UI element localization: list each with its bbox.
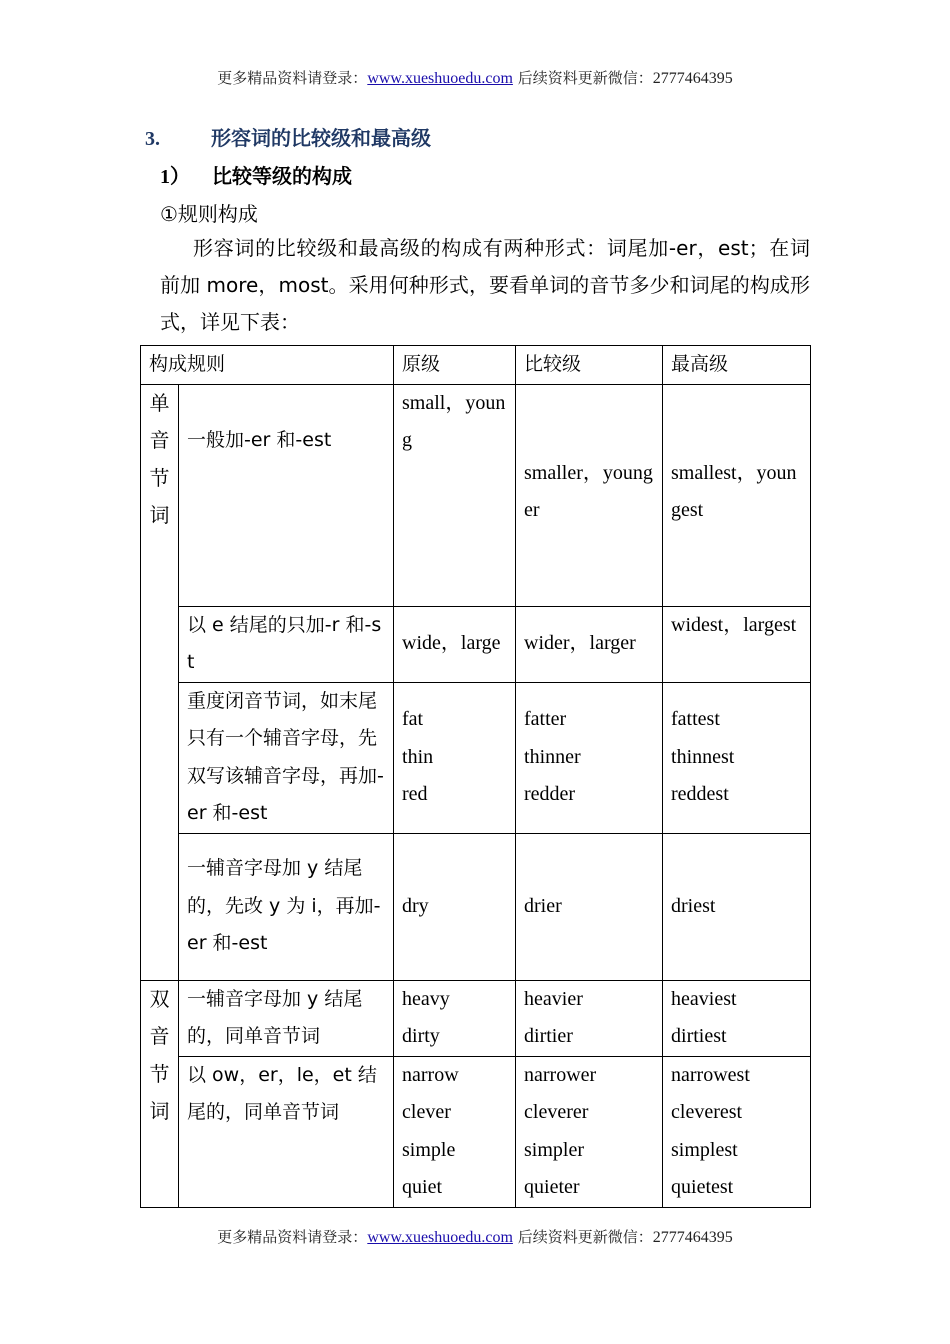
comparative-cell: smaller，younger <box>516 384 663 606</box>
rule-cell: 以 e 结尾的只加-r 和-st <box>179 606 394 682</box>
comparative-cell: heavier dirtier <box>516 980 663 1056</box>
footer-suffix: 后续资料更新微信： <box>512 1228 653 1246</box>
rule-cell: 一辅音字母加 y 结尾的，先改 y 为 i，再加-er 和-est <box>179 833 394 980</box>
table-row <box>141 980 811 1056</box>
header-base: 原级 <box>394 346 516 385</box>
base-cell: wide，large <box>394 606 516 682</box>
rule-cell: 一辅音字母加 y 结尾的，同单音节词 <box>179 980 394 1056</box>
superlative-cell: widest，largest <box>663 606 811 682</box>
footer-link[interactable]: www.xueshuoedu.com <box>367 1229 513 1246</box>
header-rule: 构成规则 <box>141 346 394 385</box>
section-heading <box>145 122 431 151</box>
base-cell: fat thin red <box>394 682 516 833</box>
rule-cell: 一般加-er 和-est <box>179 384 394 606</box>
subsection-heading <box>160 160 352 189</box>
comparative-cell: fatter thinner redder <box>516 682 663 833</box>
header-superlative: 最高级 <box>663 346 811 385</box>
table-row <box>141 833 811 980</box>
rule-heading: ①规则构成 <box>160 202 258 226</box>
header-comparative: 比较级 <box>516 346 663 385</box>
table-row <box>141 606 811 682</box>
intro-paragraph <box>160 230 810 341</box>
comparative-cell: wider，larger <box>516 606 663 682</box>
page-footer <box>0 1226 950 1247</box>
header-prefix: 更多精品资料请登录： <box>217 69 368 87</box>
intro-text: 形容词的比较级和最高级的构成有两种形式：词尾加-er，est；在词前加 more，most。采用何种形式，要看单词的音节多少和词尾的构成形式，详见下表： <box>160 236 810 334</box>
comparative-cell: drier <box>516 833 663 980</box>
footer-wechat: 2777464395 <box>652 1229 733 1246</box>
table-row <box>141 682 811 833</box>
superlative-cell: smallest，youngest <box>663 384 811 606</box>
section-number: 3. <box>145 128 160 150</box>
header-wechat: 2777464395 <box>652 70 733 87</box>
base-cell: small，young <box>394 384 516 606</box>
superlative-cell: driest <box>663 833 811 980</box>
group-disyllable: 双音节词 <box>141 980 179 1207</box>
superlative-cell: narrowest cleverest simplest quietest <box>663 1056 811 1207</box>
base-cell: heavy dirty <box>394 980 516 1056</box>
superlative-cell: heaviest dirtiest <box>663 980 811 1056</box>
base-cell: dry <box>394 833 516 980</box>
table-row <box>141 384 811 606</box>
table-header-row <box>141 346 811 385</box>
rule-cell: 以 ow，er，le，et 结尾的，同单音节词 <box>179 1056 394 1207</box>
base-cell: narrow clever simple quiet <box>394 1056 516 1207</box>
rule-cell: 重度闭音节词，如末尾只有一个辅音字母，先双写该辅音字母，再加-er 和-est <box>179 682 394 833</box>
comparative-cell: narrower cleverer simpler quieter <box>516 1056 663 1207</box>
section-title: 形容词的比较级和最高级 <box>211 126 431 150</box>
header-suffix: 后续资料更新微信： <box>512 69 653 87</box>
page-header <box>0 67 950 88</box>
subsection-number: 1） <box>160 166 190 188</box>
table-row <box>141 1056 811 1207</box>
subsection-title: 比较等级的构成 <box>212 164 352 188</box>
comparison-table <box>140 345 811 1208</box>
footer-prefix: 更多精品资料请登录： <box>217 1228 368 1246</box>
group-monosyllable: 单音节词 <box>141 384 179 980</box>
superlative-cell: fattest thinnest reddest <box>663 682 811 833</box>
header-link[interactable]: www.xueshuoedu.com <box>367 70 513 87</box>
